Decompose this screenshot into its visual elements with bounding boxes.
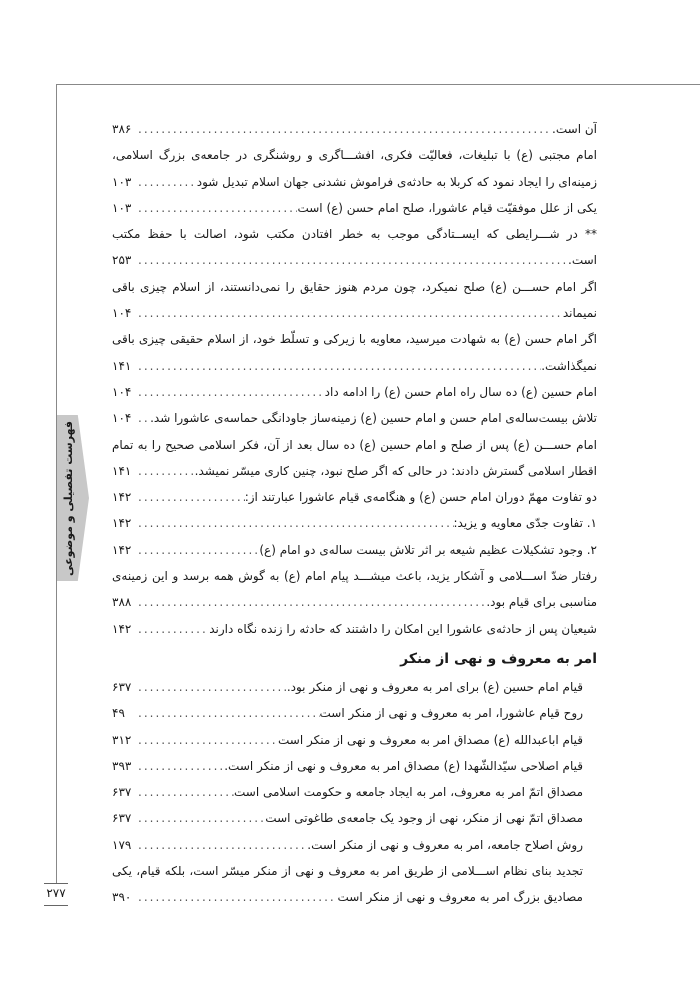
index-entry: [112, 195, 597, 221]
entry-page-number: ۳۹۰: [112, 890, 132, 905]
entry-last-line: [112, 616, 597, 642]
entry-page-number: ۱۰۴: [112, 411, 132, 426]
section-tab-label: فهرست تفصیلی و موضوعی: [61, 420, 75, 576]
entry-page-number: ۱۰۴: [112, 384, 132, 399]
dot-leader: [138, 353, 541, 379]
page-number-rule-bottom: [44, 905, 68, 906]
index-entry: [112, 563, 597, 616]
entry-page-number: ۶۳۷: [112, 679, 132, 694]
dot-leader: [138, 700, 320, 726]
dot-leader: [138, 379, 325, 405]
dot-leader: [138, 169, 197, 195]
entry-text: دو تفاوت مهمّ دوران امام حسن (ع) و هنگامه‌ی قیام عاشورا عبارتند از:: [244, 490, 597, 505]
index-entry: [112, 858, 583, 911]
entry-page-number: ۱۴۱: [112, 358, 132, 373]
dot-leader: [138, 116, 552, 142]
entry-page-number: ۶۳۷: [112, 785, 132, 800]
index-entry: [112, 779, 583, 805]
entry-text: نمیگذاشت.: [541, 358, 597, 373]
entry-text: زمینه‌ای را ایجاد نمود که کربلا به حادثه‌ی فراموش نشدنی جهان اسلام تبدیل شود: [196, 174, 597, 189]
index-entry: [112, 805, 583, 831]
index-entry: [112, 326, 597, 379]
entry-last-line: [112, 753, 583, 779]
index-entry: [112, 379, 597, 405]
index-entry: [112, 116, 597, 142]
entry-last-line: [112, 779, 583, 805]
entry-last-line: [112, 674, 583, 700]
entry-page-number: ۱۴۲: [112, 621, 132, 636]
index-entry: [112, 616, 597, 642]
entry-text: مناسبی برای قیام بود.: [486, 595, 597, 610]
entry-last-line: [112, 832, 583, 858]
entry-text: مصداق اتمّ نهی از منکر، نهی از وجود یک جامعه‌ی طاغوتی است: [265, 811, 583, 826]
index-entry: [112, 484, 597, 510]
entry-page-number: ۱۰۴: [112, 306, 132, 321]
index-entry: [112, 510, 597, 536]
entry-page-number: ۳۸۸: [112, 595, 132, 610]
entry-text: نمیماند: [562, 306, 597, 321]
dot-leader: [138, 779, 234, 805]
index-entry: [112, 832, 583, 858]
entry-last-line: [112, 484, 597, 510]
entry-page-number: ۳۹۳: [112, 758, 132, 773]
index-entry: [112, 537, 597, 563]
entry-last-line: [112, 537, 597, 563]
dot-leader: [138, 616, 209, 642]
entry-last-line: [112, 805, 583, 831]
entry-text: یکی از علل موفقیّت قیام عاشورا، صلح امام حسن (ع) است: [297, 200, 597, 215]
entry-line: تجدید بنای نظام اســـلامی از طریق امر به معروف و نهی از منکر میسّر است، بلکه قیام، یکی: [112, 864, 583, 879]
dot-leader: [138, 510, 454, 536]
dot-leader: [138, 674, 287, 700]
entry-last-line: [112, 727, 583, 753]
index-entry: [112, 727, 583, 753]
entry-line: امام حســـن (ع) پس از صلح و امام حسین (ع) ده سال بعد از آن، فکر اسلامی صحیح را به تمام: [112, 437, 597, 452]
entry-text: اقطار اسلامی گسترش دادند: در حالی که اگر صلح نبود، چنین کاری میسّر نمیشد.: [194, 463, 597, 478]
entry-page-number: ۲۵۳: [112, 253, 132, 268]
entry-text: قیام امام حسین (ع) برای امر به معروف و نهی از منکر بود.: [286, 679, 583, 694]
index-content: [112, 116, 597, 911]
entry-page-number: ۳۱۲: [112, 732, 132, 747]
entry-line: اگر امام حســـن (ع) صلح نمیکرد، چون مردم هنوز حقایق را نمی‌دانستند، از اسلام چیزی باقی: [112, 279, 597, 294]
entry-text: است.: [568, 253, 597, 268]
entry-last-line: [112, 300, 597, 326]
index-entry: [112, 700, 583, 726]
entry-last-line: [112, 169, 597, 195]
entry-page-number: ۱۴۲: [112, 542, 132, 557]
entry-text: ۲. وجود تشکیلات عظیم شیعه بر اثر تلاش بیست ساله‌ی دو امام (ع): [259, 542, 597, 557]
entry-last-line: [112, 247, 597, 273]
entry-page-number: ۱۷۹: [112, 837, 132, 852]
index-entry: [112, 274, 597, 327]
entry-text: روح قیام عاشورا، امر به معروف و نهی از منکر است: [319, 706, 583, 721]
entry-page-number: ۴۹: [112, 706, 125, 721]
entry-page-number: ۳۸۶: [112, 122, 132, 136]
entry-last-line: [112, 884, 583, 910]
entry-text: تلاش بیست‌ساله‌ی امام حسن و امام حسین (ع) زمینه‌ساز جاودانگی حماسه‌ی عاشورا شد.: [150, 411, 597, 426]
dot-leader: [138, 753, 224, 779]
entry-text: ۱. تفاوت جدّی معاویه و یزید:: [453, 516, 597, 531]
index-entry: [112, 221, 597, 274]
index-entry: [112, 674, 583, 700]
entry-last-line: [112, 589, 597, 615]
entry-line: ** در شـــرایطی که ایســتادگی موجب به خطر افتادن مکتب شود، اصالت با حفظ مکتب: [112, 227, 597, 242]
entry-line: اگر امام حسن (ع) به شهادت میرسید، معاویه با زیرکی و تسلّط خود، از اسلام حقیقی چیزی باقی: [112, 332, 597, 347]
dot-leader: [138, 405, 150, 431]
entry-text: شیعیان پس از حادثه‌ی عاشورا این امکان را داشتند که حادثه را زنده نگاه دارند: [209, 621, 597, 636]
entry-line: رفتار ضدّ اســـلامی و آشکار یزید، باعث میشـــد پیام امام (ع) به گوش همه برسد و این زمینه‌ی: [112, 569, 597, 584]
entry-page-number: ۱۰۳: [112, 200, 132, 215]
entry-text: قیام اصلاحی سیّدالشّهدا (ع) مصداق امر به معروف و نهی از منکر است.: [224, 758, 583, 773]
dot-leader: [138, 589, 486, 615]
dot-leader: [138, 727, 278, 753]
index-entry: [112, 142, 597, 195]
entry-last-line: [112, 458, 597, 484]
entry-text: مصداق اتمّ امر به معروف، امر به ایجاد جامعه و حکومت اسلامی است: [233, 785, 583, 800]
entry-line: امام مجتبی (ع) با تبلیغات، فعالیّت فکری، افشـــاگری و روشنگری در جامعه‌ی بزرگ اسلامی،: [112, 148, 597, 163]
entry-page-number: ۱۴۱: [112, 463, 132, 478]
entry-page-number: ۱۴۲: [112, 516, 132, 531]
dot-leader: [138, 484, 245, 510]
section-heading: امر به معروف و نهی از منکر: [400, 650, 597, 667]
dot-leader: [138, 805, 265, 831]
entry-last-line: [112, 116, 597, 142]
frame-top-rule: [56, 84, 700, 85]
entry-last-line: [112, 405, 597, 431]
entry-page-number: ۱۰۳: [112, 174, 132, 189]
dot-leader: [138, 300, 563, 326]
page-number-rule-top: [44, 883, 68, 884]
entry-last-line: [112, 379, 597, 405]
dot-leader: [138, 537, 259, 563]
dot-leader: [138, 458, 195, 484]
entry-text: روش اصلاح جامعه، امر به معروف و نهی از منکر است.: [307, 837, 583, 852]
page-number: ۲۷۷: [46, 886, 66, 900]
index-entry: [112, 753, 583, 779]
entry-last-line: [112, 195, 597, 221]
entry-last-line: [112, 353, 597, 379]
entry-page-number: ۱۴۲: [112, 490, 132, 505]
entry-text: قیام اباعبدالله (ع) مصداق امر به معروف و نهی از منکر است: [277, 732, 583, 747]
entry-page-number: ۶۳۷: [112, 811, 132, 826]
entry-text: آن است.: [552, 122, 597, 136]
entry-text: امام حسین (ع) ده سال راه امام حسن (ع) را ادامه داد: [324, 384, 597, 399]
index-section-2: [112, 674, 597, 911]
dot-leader: [138, 247, 568, 273]
entry-last-line: [112, 700, 583, 726]
index-section-1: [112, 116, 597, 642]
entry-last-line: [112, 510, 597, 536]
dot-leader: [138, 832, 307, 858]
entry-text: مصادیق بزرگ امر به معروف و نهی از منکر است: [337, 890, 583, 905]
index-entry: [112, 405, 597, 431]
section-tab-label-wrap: [57, 415, 79, 581]
dot-leader: [138, 195, 297, 221]
dot-leader: [138, 884, 337, 910]
index-entry: [112, 432, 597, 485]
